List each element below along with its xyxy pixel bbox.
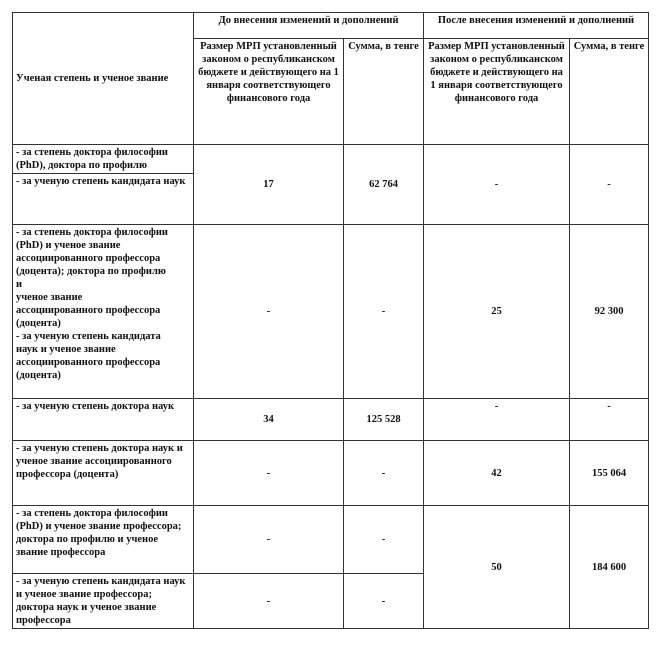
- table-row: [13, 441, 649, 506]
- row56-sum-after-cell: [570, 506, 649, 629]
- row2-label-line: наук и ученое звание: [16, 344, 116, 355]
- salary-allowance-table: [12, 12, 649, 629]
- row5-mrp-before-cell: [194, 506, 344, 574]
- header-mrp-after-cell: [424, 39, 570, 145]
- row2-label-line: - за степень доктора философии: [16, 227, 168, 238]
- row2-mrp-before-cell: [194, 225, 344, 399]
- header-sum-after-cell: [570, 39, 649, 145]
- row4-mrp-after: 42: [491, 467, 502, 479]
- row3-sum-after-cell: [570, 399, 649, 441]
- header-row-1: [13, 13, 649, 39]
- row1-mrp-before: 17: [263, 179, 274, 190]
- row1-mrp-after: -: [494, 179, 499, 190]
- row6-label-cell: [13, 574, 194, 629]
- header-before-cell: [194, 13, 424, 39]
- row56-mrp-after: 50: [491, 561, 502, 573]
- row4-sum-before: -: [381, 467, 386, 479]
- row2-label-cell: [13, 225, 194, 399]
- row6-sum-before-cell: [344, 574, 424, 629]
- row1-label-b: - за ученую степень кандидата наук: [16, 176, 186, 187]
- row2-sum-after-cell: [570, 225, 649, 399]
- header-mrp-before-label: Размер МРП установленный законом о республиканском бюджете и действующего на 1 января соответствующего финансового года: [198, 41, 339, 104]
- row4-label: - за ученую степень доктора наук и ученое звание ассоциированного профессора (доцента): [16, 443, 183, 480]
- row4-sum-before-cell: [344, 441, 424, 506]
- row2-label-line: и: [16, 279, 23, 290]
- row4-mrp-before: -: [266, 467, 271, 479]
- header-sum-before-cell: [344, 39, 424, 145]
- row5-sum-before: -: [381, 534, 386, 545]
- row1-sum-after-cell: [570, 145, 649, 225]
- row2-sum-after: 92 300: [594, 306, 624, 317]
- header-after-label: После внесения изменений и дополнений: [437, 15, 635, 26]
- row6-mrp-before: -: [266, 595, 271, 607]
- row56-mrp-after-cell: [424, 506, 570, 629]
- row2-mrp-after: 25: [491, 306, 502, 317]
- table-row: [13, 225, 649, 399]
- row3-mrp-after: -: [494, 401, 499, 412]
- row2-label-line: ученое звание: [16, 292, 83, 303]
- row6-mrp-before-cell: [194, 574, 344, 629]
- document-page: [12, 12, 649, 629]
- row1-sum-after: -: [607, 179, 611, 190]
- header-mrp-before-cell: [194, 39, 344, 145]
- header-sum-before-label: Сумма, в тенге: [348, 41, 419, 52]
- row2-label-line: ассоциированного профессора: [16, 357, 161, 368]
- header-mrp-after-label: Размер МРП установленный законом о республиканском бюджете и действующего на 1 января соответствующего финансового года: [428, 41, 565, 104]
- row3-label: - за ученую степень доктора наук: [16, 401, 175, 412]
- header-sum-after-label: Сумма, в тенге: [573, 41, 645, 52]
- row3-sum-before: 125 528: [366, 414, 401, 425]
- row4-label-cell: [13, 441, 194, 506]
- row1-label-a: - за степень доктора философии (PhD), доктора по профилю: [16, 147, 168, 171]
- row2-label-line: (доцента): [16, 318, 61, 329]
- row3-label-cell: [13, 399, 194, 441]
- header-degree-cell: [13, 13, 194, 145]
- row5-label-cell: [13, 506, 194, 574]
- row1-label-a-cell: [13, 145, 194, 174]
- row2-label-line: ассоциированного профессора: [16, 305, 161, 316]
- row4-mrp-after-cell: [424, 441, 570, 506]
- row4-sum-after: 155 064: [591, 467, 627, 479]
- row2-label-line: (PhD) и ученое звание: [16, 240, 121, 251]
- table-row: [13, 506, 649, 574]
- row2-mrp-after-cell: [424, 225, 570, 399]
- row2-label-line: - за ученую степень кандидата: [16, 331, 161, 342]
- row1-label-b-cell: [13, 174, 194, 225]
- row2-label-line: (доцента); доктора по профилю: [16, 266, 166, 277]
- row1-mrp-after-cell: [424, 145, 570, 225]
- row3-mrp-after-cell: [424, 399, 570, 441]
- row3-mrp-before-cell: [194, 399, 344, 441]
- table-row: [13, 145, 649, 174]
- header-degree-label: Ученая степень и ученое звание: [16, 73, 169, 84]
- table-row: [13, 399, 649, 441]
- row2-mrp-before: -: [266, 306, 271, 317]
- row2-label-line: (доцента): [16, 370, 61, 381]
- row5-sum-before-cell: [344, 506, 424, 574]
- row2-label-line: ассоциированного профессора: [16, 253, 161, 264]
- row4-mrp-before-cell: [194, 441, 344, 506]
- header-after-cell: [424, 13, 649, 39]
- row5-mrp-before: -: [266, 534, 271, 545]
- row6-sum-before: -: [381, 595, 386, 607]
- row2-sum-before-cell: [344, 225, 424, 399]
- row3-mrp-before: 34: [263, 414, 274, 425]
- row4-sum-after-cell: [570, 441, 649, 506]
- row2-sum-before: -: [381, 306, 386, 317]
- row6-label: - за ученую степень кандидата наук и ученое звание профессора; доктора наук и ученое звание профессора: [16, 576, 186, 626]
- row3-sum-after: -: [607, 401, 611, 412]
- row1-mrp-before-cell: [194, 145, 344, 225]
- header-before-label: До внесения изменений и дополнений: [218, 15, 399, 26]
- row3-sum-before-cell: [344, 399, 424, 441]
- row1-sum-before: 62 764: [369, 179, 398, 190]
- row1-sum-before-cell: [344, 145, 424, 225]
- row5-label: - за степень доктора философии (PhD) и ученое звание профессора; доктора по профилю и ученое звание профессора: [16, 508, 182, 558]
- row56-sum-after: 184 600: [591, 561, 627, 573]
